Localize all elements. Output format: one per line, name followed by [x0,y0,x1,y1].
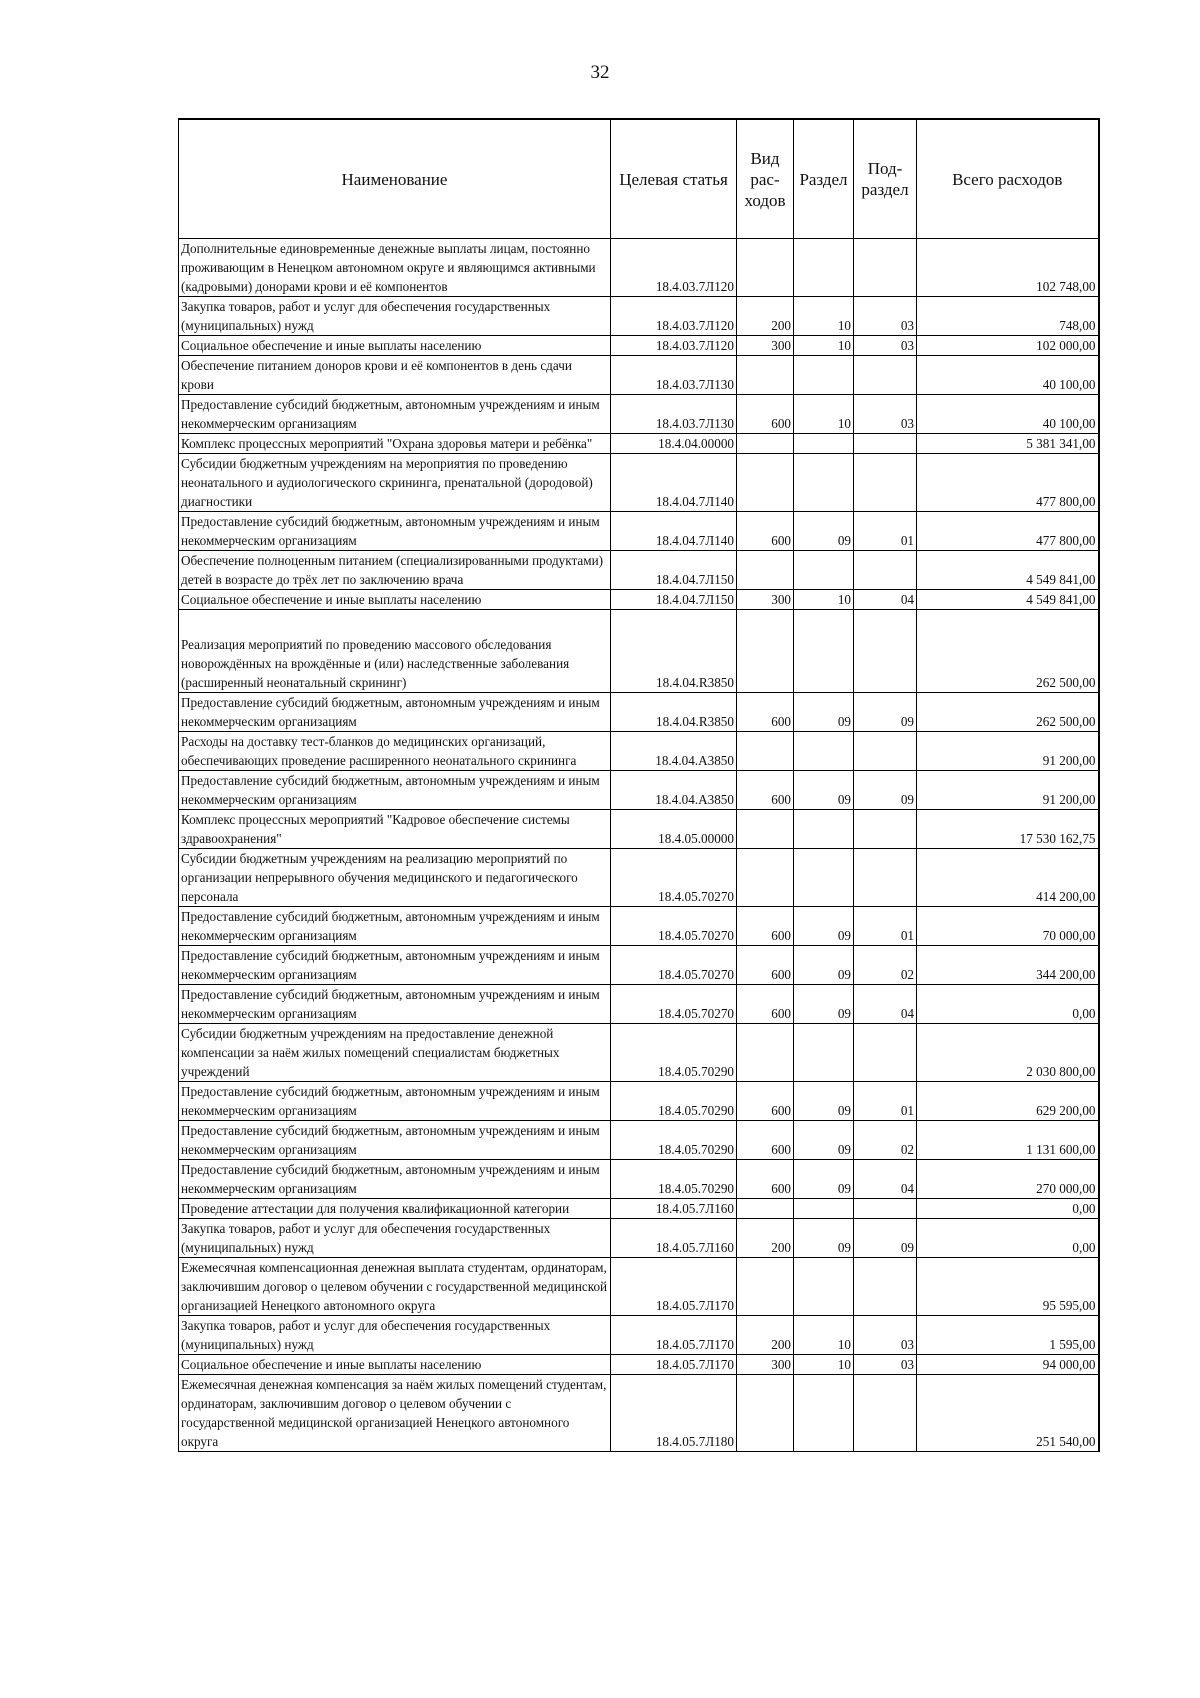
row-name: Предоставление субсидий бюджетным, автономным учреждениям и иным некоммерческим организациям [179,985,611,1024]
row-vid [737,849,794,907]
table-row [179,239,1099,297]
row-vid [737,732,794,771]
header-razdel: Раздел [794,119,854,239]
row-podrazdel [854,610,917,693]
table-row [179,551,1099,590]
row-razdel [794,849,854,907]
row-article: 18.4.05.70270 [611,946,737,985]
row-name: Ежемесячная компенсационная денежная выплата студентам, ординаторам, заключившим договор о целевом обучении с государственной медицинской организацией Ненецкого автономного округа [179,1258,611,1316]
row-article: 18.4.05.70270 [611,985,737,1024]
row-podrazdel: 02 [854,1121,917,1160]
row-razdel [794,732,854,771]
table-row [179,907,1099,946]
row-razdel [794,810,854,849]
row-razdel: 09 [794,1160,854,1199]
row-total: 748,00 [917,297,1099,336]
row-razdel [794,1199,854,1219]
row-podrazdel [854,1258,917,1316]
row-article: 18.4.04.А3850 [611,732,737,771]
row-article: 18.4.05.70290 [611,1024,737,1082]
row-name: Субсидии бюджетным учреждениям на предоставление денежной компенсации за наём жилых помещений специалистам бюджетных учреждений [179,1024,611,1082]
table-row [179,693,1099,732]
row-podrazdel: 04 [854,1160,917,1199]
row-article: 18.4.03.7Л130 [611,356,737,395]
table-row [179,1199,1099,1219]
row-article: 18.4.05.7Л170 [611,1316,737,1355]
row-name: Социальное обеспечение и иные выплаты населению [179,590,611,610]
row-razdel: 09 [794,1082,854,1121]
row-total: 270 000,00 [917,1160,1099,1199]
row-vid: 600 [737,771,794,810]
row-article: 18.4.04.7Л150 [611,590,737,610]
row-razdel [794,239,854,297]
row-podrazdel [854,1375,917,1452]
budget-table [178,118,1100,1452]
row-razdel: 09 [794,512,854,551]
row-article: 18.4.04.00000 [611,434,737,454]
row-name: Комплекс процессных мероприятий "Охрана здоровья матери и ребёнка" [179,434,611,454]
row-vid: 600 [737,395,794,434]
table-row [179,732,1099,771]
row-razdel [794,1258,854,1316]
row-article: 18.4.04.7Л150 [611,551,737,590]
row-vid: 200 [737,1316,794,1355]
table-row [179,1121,1099,1160]
row-name: Предоставление субсидий бюджетным, автономным учреждениям и иным некоммерческим организациям [179,771,611,810]
row-vid: 600 [737,946,794,985]
row-razdel: 10 [794,1316,854,1355]
table-header-row [179,119,1099,239]
row-article: 18.4.03.7Л120 [611,297,737,336]
table-row [179,395,1099,434]
row-article: 18.4.05.7Л160 [611,1219,737,1258]
row-podrazdel [854,454,917,512]
row-name: Предоставление субсидий бюджетным, автономным учреждениям и иным некоммерческим организациям [179,946,611,985]
row-name: Комплекс процессных мероприятий "Кадровое обеспечение системы здравоохранения" [179,810,611,849]
row-podrazdel [854,849,917,907]
row-vid: 300 [737,1355,794,1375]
row-total: 262 500,00 [917,610,1099,693]
row-article: 18.4.05.70270 [611,849,737,907]
row-total: 1 595,00 [917,1316,1099,1355]
row-razdel [794,551,854,590]
row-article: 18.4.03.7Л130 [611,395,737,434]
header-total: Всего расходов [917,119,1099,239]
row-vid [737,1024,794,1082]
row-total: 102 748,00 [917,239,1099,297]
table-row [179,985,1099,1024]
table-row [179,849,1099,907]
row-podrazdel: 09 [854,1219,917,1258]
row-total: 40 100,00 [917,356,1099,395]
row-name: Закупка товаров, работ и услуг для обеспечения государственных (муниципальных) нужд [179,1316,611,1355]
row-razdel: 10 [794,336,854,356]
row-razdel [794,1024,854,1082]
header-vid: Вид рас- ходов [737,119,794,239]
table-row [179,946,1099,985]
header-article: Целевая статья [611,119,737,239]
row-name: Предоставление субсидий бюджетным, автономным учреждениям и иным некоммерческим организациям [179,395,611,434]
row-article: 18.4.05.7Л170 [611,1258,737,1316]
row-total: 91 200,00 [917,771,1099,810]
table-row [179,590,1099,610]
row-podrazdel: 09 [854,771,917,810]
row-vid: 600 [737,1121,794,1160]
row-razdel: 10 [794,1355,854,1375]
row-podrazdel: 01 [854,1082,917,1121]
row-article: 18.4.04.R3850 [611,693,737,732]
row-name: Предоставление субсидий бюджетным, автономным учреждениям и иным некоммерческим организациям [179,1160,611,1199]
row-name: Социальное обеспечение и иные выплаты населению [179,1355,611,1375]
row-total: 40 100,00 [917,395,1099,434]
row-podrazdel [854,810,917,849]
header-podrazdel: Под- раздел [854,119,917,239]
row-name: Обеспечение полноценным питанием (специализированными продуктами) детей в возрасте до трёх лет по заключению врача [179,551,611,590]
table-row [179,771,1099,810]
row-article: 18.4.03.7Л120 [611,336,737,356]
row-name: Реализация мероприятий по проведению массового обследования новорождённых на врождённые и (или) наследственные заболевания (расширенный неонатальный скрининг) [179,610,611,693]
row-total: 4 549 841,00 [917,551,1099,590]
table-row [179,1316,1099,1355]
row-razdel [794,356,854,395]
row-total: 251 540,00 [917,1375,1099,1452]
row-article: 18.4.04.А3850 [611,771,737,810]
row-article: 18.4.05.7Л180 [611,1375,737,1452]
table-row [179,1160,1099,1199]
row-razdel [794,434,854,454]
row-podrazdel: 03 [854,1355,917,1375]
row-podrazdel: 03 [854,1316,917,1355]
row-total: 95 595,00 [917,1258,1099,1316]
table-row [179,454,1099,512]
page-number: 32 [590,62,610,83]
row-name: Дополнительные единовременные денежные выплаты лицам, постоянно проживающим в Ненецком автономном округе и являющимся активными (кадровыми) донорами крови и её компонентов [179,239,611,297]
row-vid: 600 [737,1082,794,1121]
row-vid: 600 [737,1160,794,1199]
row-podrazdel: 03 [854,336,917,356]
row-razdel: 10 [794,297,854,336]
row-vid [737,1199,794,1219]
table-row [179,610,1099,693]
row-article: 18.4.04.7Л140 [611,512,737,551]
row-total: 0,00 [917,985,1099,1024]
row-total: 2 030 800,00 [917,1024,1099,1082]
row-podrazdel [854,551,917,590]
row-razdel: 09 [794,771,854,810]
table-row [179,1375,1099,1452]
row-razdel [794,454,854,512]
row-razdel: 09 [794,1219,854,1258]
row-podrazdel [854,434,917,454]
row-razdel [794,1375,854,1452]
table-row [179,297,1099,336]
row-name: Социальное обеспечение и иные выплаты населению [179,336,611,356]
row-total: 94 000,00 [917,1355,1099,1375]
row-total: 91 200,00 [917,732,1099,771]
row-total: 1 131 600,00 [917,1121,1099,1160]
row-total: 414 200,00 [917,849,1099,907]
row-total: 0,00 [917,1219,1099,1258]
row-vid [737,610,794,693]
row-vid [737,434,794,454]
row-vid [737,356,794,395]
row-vid: 200 [737,297,794,336]
row-vid: 600 [737,985,794,1024]
table-row [179,356,1099,395]
row-article: 18.4.05.70290 [611,1160,737,1199]
table-row [179,1219,1099,1258]
row-total: 5 381 341,00 [917,434,1099,454]
row-podrazdel: 03 [854,297,917,336]
table-row [179,434,1099,454]
row-total: 102 000,00 [917,336,1099,356]
row-podrazdel [854,356,917,395]
row-vid: 300 [737,590,794,610]
row-article: 18.4.05.7Л170 [611,1355,737,1375]
row-total: 70 000,00 [917,907,1099,946]
row-vid [737,551,794,590]
row-vid: 200 [737,1219,794,1258]
row-article: 18.4.05.7Л160 [611,1199,737,1219]
row-total: 0,00 [917,1199,1099,1219]
row-name: Закупка товаров, работ и услуг для обеспечения государственных (муниципальных) нужд [179,297,611,336]
row-podrazdel: 09 [854,693,917,732]
row-vid: 300 [737,336,794,356]
table-row [179,512,1099,551]
table-row [179,1258,1099,1316]
row-vid: 600 [737,907,794,946]
row-razdel: 10 [794,395,854,434]
table-body [179,239,1099,1452]
table-row [179,1082,1099,1121]
table-row [179,810,1099,849]
row-article: 18.4.04.R3850 [611,610,737,693]
row-podrazdel: 04 [854,985,917,1024]
row-podrazdel: 03 [854,395,917,434]
table-row [179,1355,1099,1375]
row-vid [737,239,794,297]
row-article: 18.4.05.70270 [611,907,737,946]
row-razdel: 09 [794,1121,854,1160]
row-name: Субсидии бюджетным учреждениям на реализацию мероприятий по организации непрерывного обучения медицинского и педагогического персонала [179,849,611,907]
row-total: 629 200,00 [917,1082,1099,1121]
row-name: Предоставление субсидий бюджетным, автономным учреждениям и иным некоммерческим организациям [179,907,611,946]
row-vid [737,1258,794,1316]
row-name: Предоставление субсидий бюджетным, автономным учреждениям и иным некоммерческим организациям [179,693,611,732]
header-name: Наименование [179,119,611,239]
row-podrazdel: 04 [854,590,917,610]
row-article: 18.4.04.7Л140 [611,454,737,512]
row-article: 18.4.03.7Л120 [611,239,737,297]
row-name: Проведение аттестации для получения квалификационной категории [179,1199,611,1219]
table-row [179,336,1099,356]
row-razdel: 09 [794,693,854,732]
row-name: Субсидии бюджетным учреждениям на мероприятия по проведению неонатального и аудиологического скрининга, пренатальной (дородовой) диагностики [179,454,611,512]
row-total: 262 500,00 [917,693,1099,732]
table-row [179,1024,1099,1082]
row-podrazdel [854,1199,917,1219]
row-article: 18.4.05.70290 [611,1082,737,1121]
row-total: 17 530 162,75 [917,810,1099,849]
row-podrazdel: 01 [854,907,917,946]
row-name: Предоставление субсидий бюджетным, автономным учреждениям и иным некоммерческим организациям [179,1082,611,1121]
row-razdel: 09 [794,907,854,946]
row-vid: 600 [737,512,794,551]
row-razdel: 10 [794,590,854,610]
row-vid [737,810,794,849]
row-article: 18.4.05.00000 [611,810,737,849]
row-podrazdel [854,239,917,297]
row-razdel: 09 [794,985,854,1024]
row-name: Закупка товаров, работ и услуг для обеспечения государственных (муниципальных) нужд [179,1219,611,1258]
row-vid [737,454,794,512]
row-name: Ежемесячная денежная компенсация за наём жилых помещений студентам, ординаторам, заключившим договор о целевом обучении с государственной медицинской организацией Ненецкого автономного округа [179,1375,611,1452]
row-vid: 600 [737,693,794,732]
row-article: 18.4.05.70290 [611,1121,737,1160]
row-total: 344 200,00 [917,946,1099,985]
row-podrazdel: 02 [854,946,917,985]
row-total: 4 549 841,00 [917,590,1099,610]
row-total: 477 800,00 [917,512,1099,551]
row-podrazdel: 01 [854,512,917,551]
row-total: 477 800,00 [917,454,1099,512]
row-podrazdel [854,1024,917,1082]
row-name: Обеспечение питанием доноров крови и её компонентов в день сдачи крови [179,356,611,395]
row-podrazdel [854,732,917,771]
row-razdel: 09 [794,946,854,985]
row-razdel [794,610,854,693]
row-name: Расходы на доставку тест-бланков до медицинских организаций, обеспечивающих проведение расширенного неонатального скрининга [179,732,611,771]
row-name: Предоставление субсидий бюджетным, автономным учреждениям и иным некоммерческим организациям [179,512,611,551]
row-name: Предоставление субсидий бюджетным, автономным учреждениям и иным некоммерческим организациям [179,1121,611,1160]
row-vid [737,1375,794,1452]
